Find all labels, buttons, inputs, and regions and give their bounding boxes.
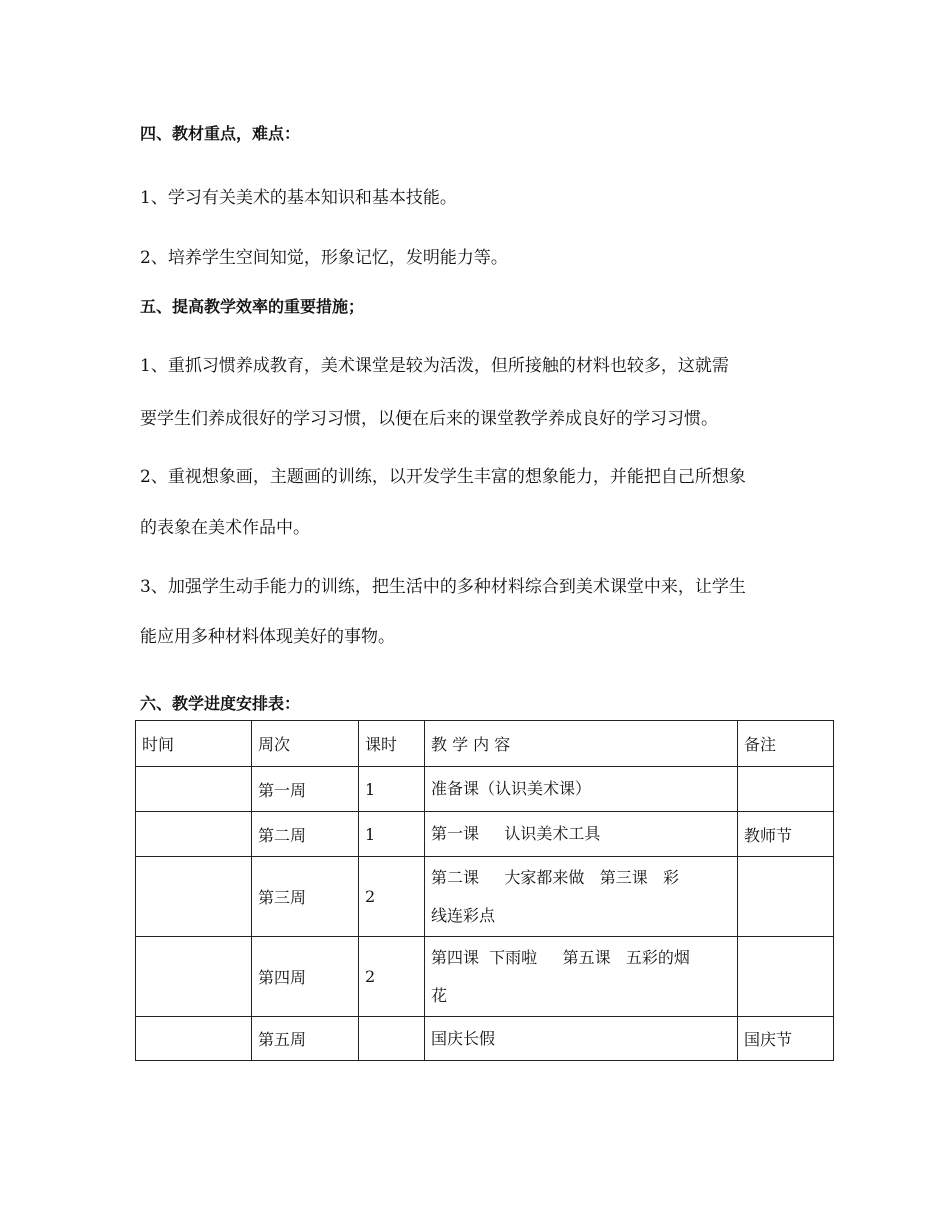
- section-5-p1-line2: 要学生们养成很好的学习习惯，以便在后来的课堂教学养成良好的学习习惯。: [140, 409, 718, 429]
- section-5-heading: 五、提高教学效率的重要措施；: [140, 297, 365, 316]
- cell-week: 第四周: [252, 937, 359, 1017]
- table-row: [136, 767, 834, 812]
- section-4-item-1: 1、学习有关美术的基本知识和基本技能。: [140, 188, 457, 208]
- cell-hours: [359, 1017, 425, 1061]
- cell-time: [136, 937, 252, 1017]
- cell-hours: 1: [359, 767, 425, 812]
- cell-note: 教师节: [738, 812, 834, 857]
- section-5-p3-line2: 能应用多种材料体现美好的事物。: [140, 627, 395, 647]
- cell-content: 第一课 认识美术工具: [425, 812, 738, 857]
- cell-time: [136, 812, 252, 857]
- section-5-p1-line1: 1、重抓习惯养成教育，美术课堂是较为活泼，但所接触的材料也较多，这就需: [140, 356, 729, 376]
- table-row: [136, 1017, 834, 1061]
- section-5-p3-line1: 3、加强学生动手能力的训练，把生活中的多种材料综合到美术课堂中来，让学生: [140, 577, 746, 597]
- header-hours: 课时: [359, 721, 425, 767]
- cell-hours: 2: [359, 937, 425, 1017]
- section-5-p2-line2: 的表象在美术作品中。: [140, 518, 310, 538]
- cell-time: [136, 857, 252, 937]
- cell-note: [738, 937, 834, 1017]
- header-content: 教 学 内 容: [425, 721, 738, 767]
- table-row: [136, 937, 834, 1017]
- header-note: 备注: [738, 721, 834, 767]
- section-5-p2-line1: 2、重视想象画，主题画的训练，以开发学生丰富的想象能力，并能把自己所想象: [140, 467, 746, 487]
- cell-hours: 2: [359, 857, 425, 937]
- table-row: [136, 857, 834, 937]
- cell-time: [136, 1017, 252, 1061]
- cell-content: 准备课（认识美术课）: [425, 767, 738, 812]
- schedule-table: [135, 720, 834, 1061]
- section-4-heading: 四、教材重点，难点：: [140, 124, 301, 143]
- header-week: 周次: [252, 721, 359, 767]
- table-row: [136, 812, 834, 857]
- cell-hours: 1: [359, 812, 425, 857]
- cell-week: 第二周: [252, 812, 359, 857]
- cell-week: 第一周: [252, 767, 359, 812]
- cell-time: [136, 767, 252, 812]
- section-6-heading: 六、教学进度安排表：: [140, 694, 301, 713]
- cell-content: 第四课 下雨啦 第五课 五彩的烟 花: [425, 937, 738, 1017]
- section-4-item-2: 2、培养学生空间知觉，形象记忆，发明能力等。: [140, 248, 508, 268]
- cell-note: 国庆节: [738, 1017, 834, 1061]
- cell-content: 第二课 大家都来做 第三课 彩 线连彩点: [425, 857, 738, 937]
- cell-content: 国庆长假: [425, 1017, 738, 1061]
- cell-note: [738, 857, 834, 937]
- table-header-row: [136, 721, 834, 767]
- cell-week: 第三周: [252, 857, 359, 937]
- cell-week: 第五周: [252, 1017, 359, 1061]
- header-time: 时间: [136, 721, 252, 767]
- cell-note: [738, 767, 834, 812]
